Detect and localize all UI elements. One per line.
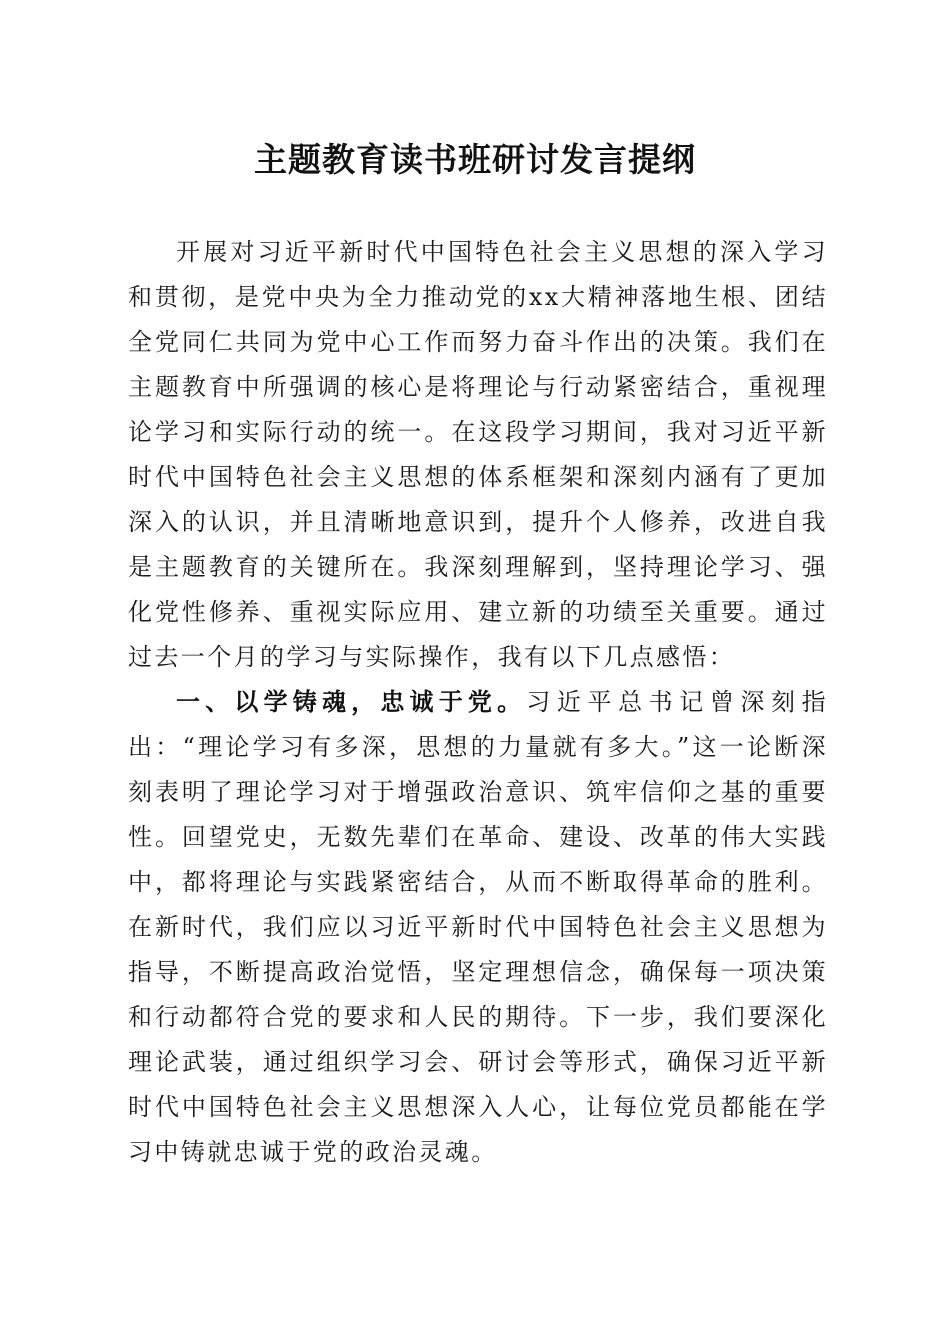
intro-paragraph-text: 开展对习近平新时代中国特色社会主义思想的深入学习和贯彻，是党中央为全力推动党的xx大精神落地生根、团结全党同仁共同为党中心工作而努力奋斗作出的决策。我们在主题教育中所强调的核心是将理论与行动紧密结合，重视理论学习和实际行动的统一。在这段学习期间，我对习近平新时代中国特色社会主义思想的体系框架和深刻内涵有了更加深入的认识，并且清晰地意识到，提升个人修养，改进自我是主题教育的关键所在。我深刻理解到，坚持理论学习、强化党性修养、重视实际应用、建立新的功绩至关重要。通过过去一个月的学习与实际操作，我有以下几点感悟：: [128, 238, 828, 671]
section-paragraph-text: 习近平总书记曾深刻指出：“理论学习有多深，思想的力量就有多大。”这一论断深刻表明了理论学习对于增强政治意识、筑牢信仰之基的重要性。回望党史，无数先辈们在革命、建设、改革的伟大实践中，都将理论与实践紧密结合，从而不断取得革命的胜利。在新时代，我们应以习近平新时代中国特色社会主义思想为指导，不断提高政治觉悟，坚定理想信念，确保每一项决策和行动都符合党的要求和人民的期待。下一步，我们要深化理论武装，通过组织学习会、研讨会等形式，确保习近平新时代中国特色社会主义思想深入人心，让每位党员都能在学习中铸就忠诚于党的政治灵魂。: [128, 688, 829, 1166]
document-body: [128, 230, 828, 1175]
section-paragraph: [128, 680, 828, 1175]
section-heading: 一、以学铸魂，忠诚于党。: [176, 688, 527, 716]
document-title: 主题教育读书班研讨发言提纲: [254, 140, 696, 179]
intro-paragraph: [128, 230, 828, 680]
